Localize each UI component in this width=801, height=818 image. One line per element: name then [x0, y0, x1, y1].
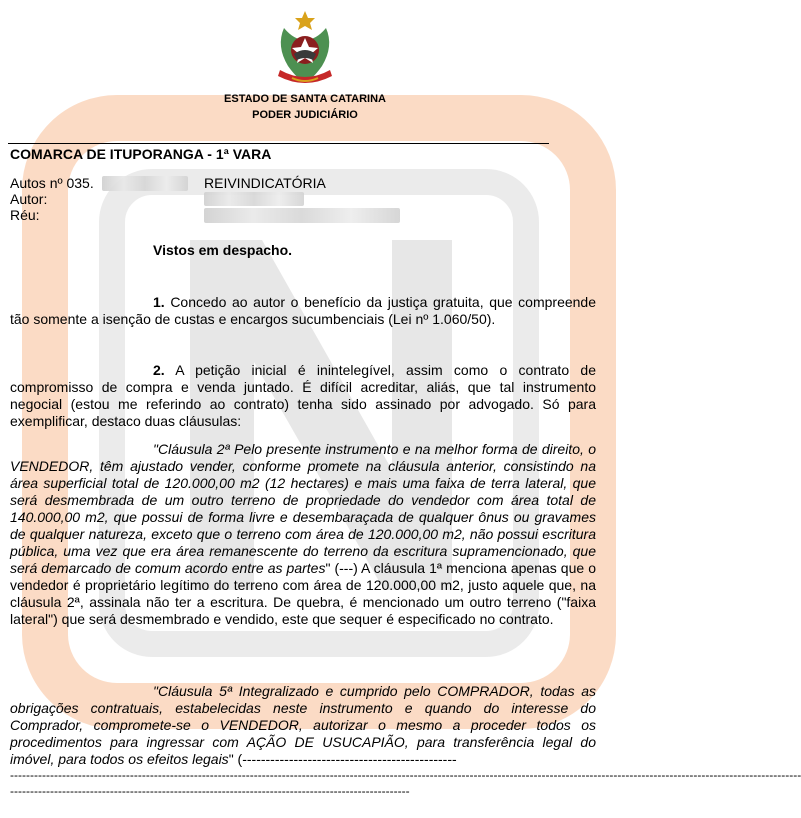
paragraph-2-text: A petição inicial é inintelegível, assim como o contrato de compromisso de compra e venda juntado. É difícil acreditar, aliás, que tal instrumento negocial (estou me referindo ao contrato) tenha sido assinado por advogado. Só para exemplificar, destaco duas cláusulas:: [10, 362, 596, 429]
state-name: ESTADO DE SANTA CATARINA: [224, 93, 386, 105]
quote-clause-5-text: "Cláusula 5ª Integralizado e cumprido pelo COMPRADOR, todas as obrigações contratuais, estabelecidas neste instrumento e quando do interesse do Comprador, compromete-se o VENDEDOR, autorizar o mesmo a proceder todos os procedimentos para ingressar com AÇÃO DE USUCAPIÃO, para transferência legal do imóvel, para todos os efeitos legais: [10, 683, 596, 767]
redacted-autor: [204, 192, 304, 206]
paragraph-1-text: Concedo ao autor o benefício da justiça gratuita, que compreende tão somente a isenção de custas e encargos sucumbenciais (Lei nº 1.060/50).: [10, 294, 597, 327]
dash-filler-line-2: ----------------------------------------------------------------------------------------------------: [10, 784, 410, 798]
paragraph-1-number: 1.: [153, 294, 165, 310]
dash-filler-line-1: ------------------------------------------------------------------------------------------------------------------------------------------------------------------------------------------------------: [10, 768, 801, 782]
paragraph-2: [10, 362, 596, 430]
paragraph-2-number: 2.: [153, 362, 165, 378]
quote-clause-2-commentary: " (---) A cláusula 1ª menciona apenas que o vendedor é proprietário legítimo do terreno com área de 120.000,00 m2, justo aquele que, na cláusula 2ª, assinala não ter a escritura. De quebra, é mencionado um outro terreno ("faixa lateral") que será desmembrado e vendido, este que sequer é especificado no contrato.: [10, 560, 596, 627]
redacted-case-number: [102, 176, 188, 191]
autor-label: Autor:: [10, 191, 48, 207]
quote-clause-5: [10, 683, 596, 768]
dispatch-title: Vistos em despacho.: [153, 242, 293, 258]
quote-clause-2: [10, 441, 596, 628]
reu-label: Réu:: [10, 207, 40, 223]
quote-clause-2-text: "Cláusula 2ª Pelo presente instrumento e na melhor forma de direito, o VENDEDOR, têm ajustado vender, conforme promete na cláusula anterior, consistindo na área superficial total de 120.000,00 m2 (12 hectares) e mais uma faixa de terra lateral, que será desmembrada de um outro terreno de propriedade do vendedor com área total de 140.000,00 m2, que possui de forma livre e desembaraçada de qualquer ônus ou gravames de qualquer natureza, exceto que o terreno com área de 120.000,00 m2, não possui escritura pública, uma vez que era área remanescente do terreno da escritura supramencionado, que será demarcado de comum acordo entre as partes: [10, 441, 596, 576]
redacted-reu: [204, 208, 400, 223]
comarca-title: COMARCA DE ITUPORANGA - 1ª VARA: [10, 146, 272, 162]
judiciary-name: PODER JUDICIÁRIO: [252, 109, 358, 121]
header-rule: [8, 143, 549, 144]
autos-label: Autos nº 035.: [10, 175, 94, 191]
quote-clause-5-tail: " (----------------------------------------------: [228, 751, 457, 767]
action-type: REIVINDICATÓRIA: [204, 175, 326, 191]
paragraph-1: [10, 294, 596, 328]
coat-of-arms-icon: [272, 8, 338, 90]
